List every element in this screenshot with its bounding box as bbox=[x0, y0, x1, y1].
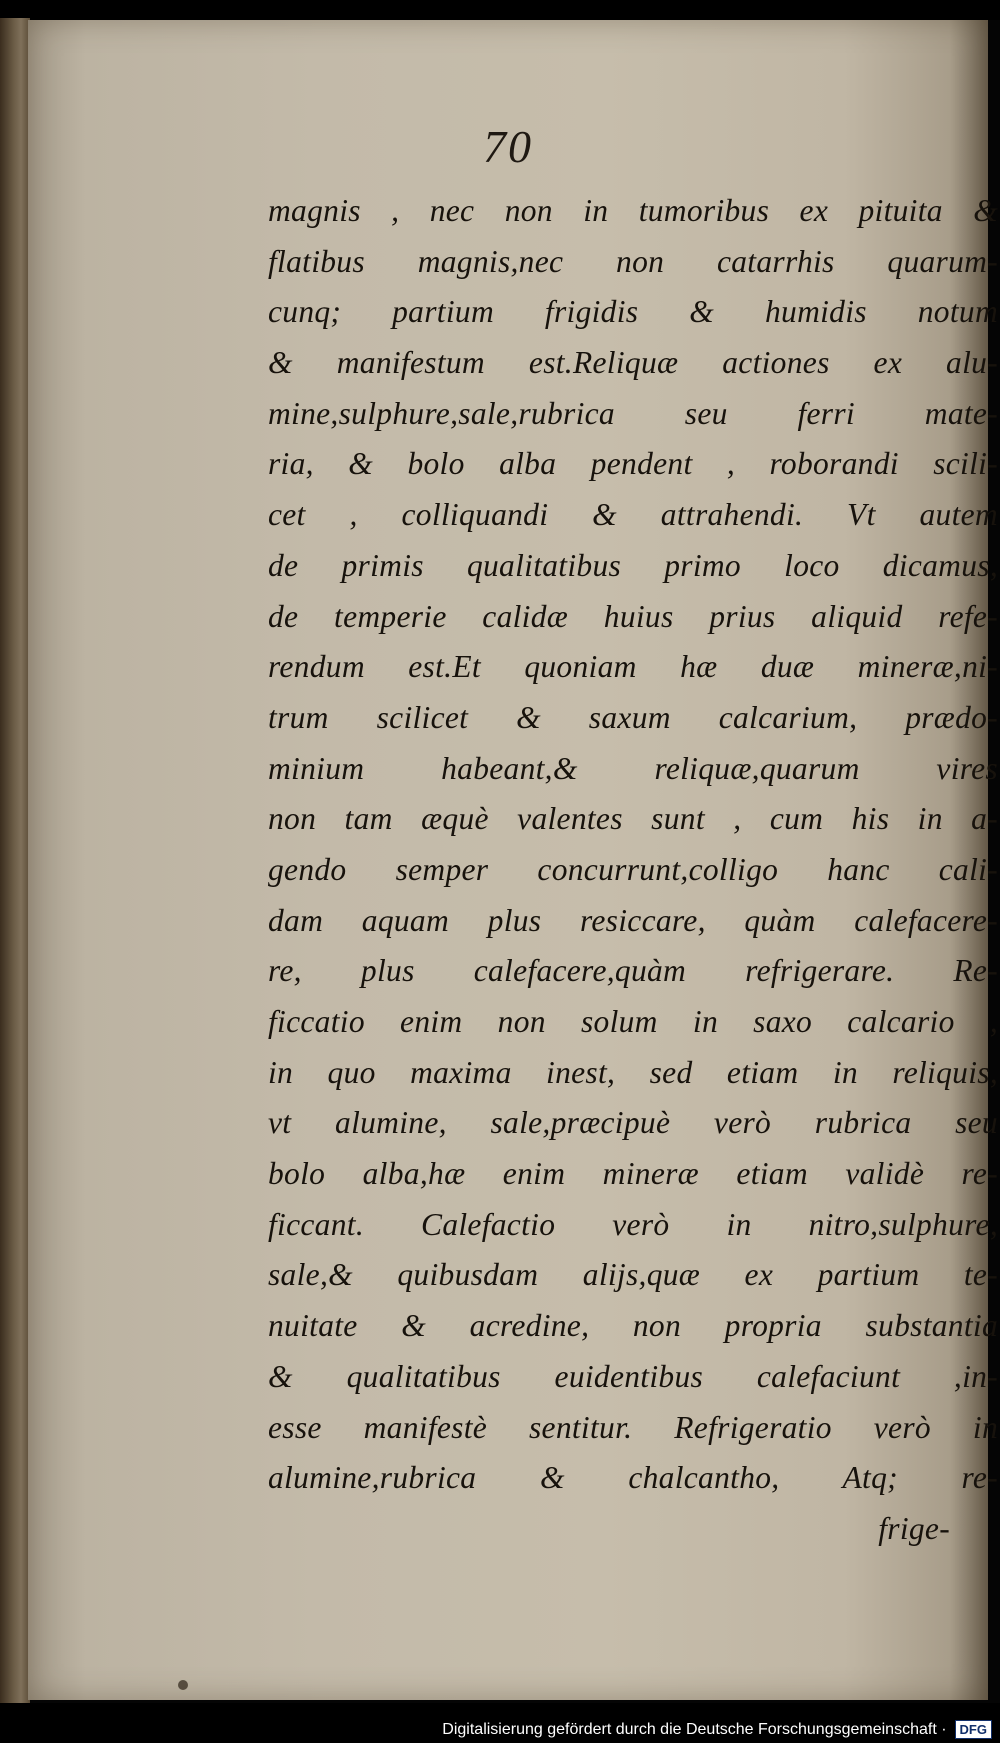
text-line: ria, & bolo alba pendent , roborandi scili- bbox=[268, 446, 998, 482]
text-line: gendo semper concurrunt,colligo hanc cali- bbox=[268, 851, 998, 887]
text-line: cunq; partium frigidis & humidis notum bbox=[268, 294, 998, 330]
text-line: de primis qualitatibus primo loco dicamus, bbox=[268, 547, 998, 583]
dfg-logo: DFG bbox=[955, 1720, 992, 1739]
text-line: dam aquam plus resiccare, quàm calefacere- bbox=[268, 902, 998, 938]
text-line: nuitate & acredine, non propria substantia bbox=[268, 1308, 998, 1344]
text-line: ficcatio enim non solum in saxo calcario , bbox=[268, 1004, 998, 1039]
text-line: minium habeant,& reliquæ,quarum vires bbox=[268, 750, 998, 786]
text-line: de temperie calidæ huius prius aliquid refe- bbox=[268, 598, 998, 634]
text-line: trum scilicet & saxum calcarium, prædo- bbox=[268, 699, 998, 735]
scan-bottom-border bbox=[0, 1703, 1000, 1743]
ink-smudge bbox=[178, 1680, 188, 1690]
text-line: in quo maxima inest, sed etiam in reliquis, bbox=[268, 1054, 998, 1090]
catchword: frige- bbox=[878, 1510, 950, 1546]
text-line: bolo alba,hæ enim mineræ etiam validè re- bbox=[268, 1156, 998, 1192]
footer-text: Digitalisierung gefördert durch die Deutsche Forschungsgemeinschaft · bbox=[442, 1720, 947, 1738]
text-line: vt alumine, sale,præcipuè verò rubrica seu bbox=[268, 1105, 998, 1141]
text-line: cet , colliquandi & attrahendi. Vt autem bbox=[268, 497, 998, 533]
text-line: rendum est.Et quoniam hæ duæ mineræ,ni- bbox=[268, 649, 998, 685]
book-page bbox=[28, 20, 998, 1700]
scan-top-border bbox=[0, 0, 1000, 20]
digitization-credit bbox=[442, 1720, 992, 1739]
text-line: magnis , nec non in tumoribus ex pituita & bbox=[268, 193, 998, 228]
text-line: alumine,rubrica & chalcantho, Atq; re- bbox=[268, 1460, 998, 1496]
text-line: non tam æquè valentes sunt , cum his in a- bbox=[268, 801, 998, 837]
page-number: 70 bbox=[483, 121, 533, 172]
text-line: mine,sulphure,sale,rubrica seu ferri mate- bbox=[268, 395, 998, 431]
text-line: & manifestum est.Reliquæ actiones ex alu- bbox=[268, 345, 998, 381]
body-text bbox=[268, 186, 998, 1555]
text-line: sale,& quibusdam alijs,quæ ex partium te- bbox=[268, 1257, 998, 1293]
text-line: flatibus magnis,nec non catarrhis quarum- bbox=[268, 243, 998, 279]
text-line: esse manifestè sentitur. Refrigeratio verò in bbox=[268, 1409, 998, 1445]
book-spine-edge bbox=[0, 18, 30, 1703]
text-line: ficcant. Calefactio verò in nitro,sulphure, bbox=[268, 1206, 998, 1242]
text-line: re, plus calefacere,quàm refrigerare. Re- bbox=[268, 953, 998, 989]
text-line: & qualitatibus euidentibus calefaciunt ,in- bbox=[268, 1358, 998, 1394]
